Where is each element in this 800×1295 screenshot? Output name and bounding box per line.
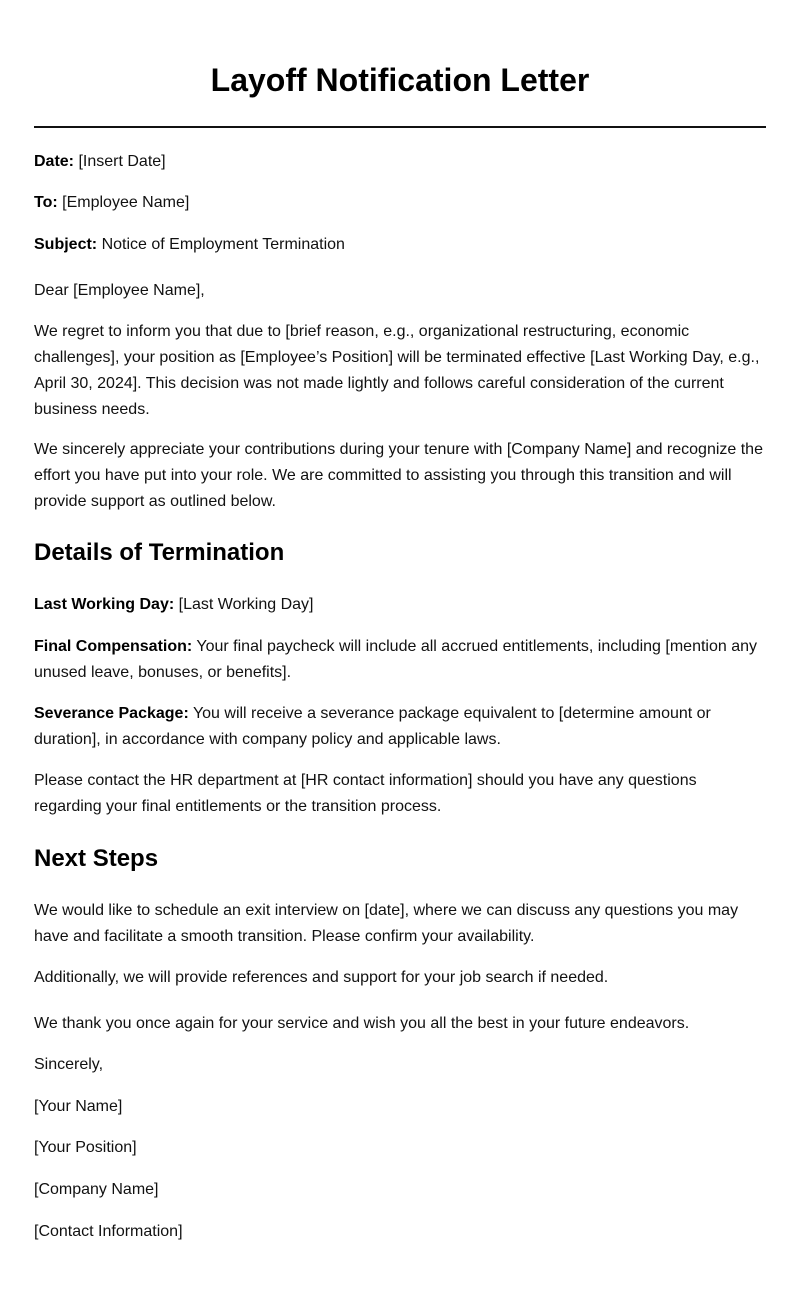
thanks-paragraph: We thank you once again for your service and wish you all the best in your future endeavors.: [34, 1015, 690, 1032]
details-heading: Details of Termination: [34, 539, 285, 566]
date-value: [Insert Date]: [78, 153, 166, 170]
date-label: Date:: [34, 153, 75, 170]
subject-label: Subject:: [34, 236, 98, 253]
greeting: Dear [Employee Name],: [34, 282, 205, 299]
intro-paragraph: We regret to inform you that due to [brief reason, e.g., organizational restructuring, economic challenges], your position as [Employee’s Position] will be terminated effective [Last Working Day, e.g., April 30, 2024]. This decision was not made lightly and follows careful consideration of the current business needs.: [34, 323, 760, 418]
final-compensation-value: Your final paycheck will include all accrued entitlements, including [mention any unused leave, bonuses, or benefits].: [34, 638, 757, 681]
severance-line: [34, 701, 768, 753]
last-working-day-value: [Last Working Day]: [178, 596, 314, 613]
severance-value: You will receive a severance package equivalent to [determine amount or duration], in accordance with company policy and applicable laws.: [34, 705, 711, 748]
subject-line: [34, 232, 768, 258]
page-title: Layoff Notification Letter: [210, 62, 590, 98]
date-line: [34, 149, 768, 175]
signer-name: [Your Name]: [34, 1098, 123, 1115]
next-steps-heading: Next Steps: [34, 845, 159, 872]
last-working-day-label: Last Working Day:: [34, 596, 175, 613]
exit-interview-paragraph: We would like to schedule an exit interview on [date], where we can discuss any questions you may have and facilitate a smooth transition. Please confirm your availability.: [34, 902, 739, 945]
references-paragraph: Additionally, we will provide references and support for your job search if needed.: [34, 969, 609, 986]
severance-label: Severance Package:: [34, 705, 189, 722]
to-line: [34, 190, 768, 216]
subject-value: Notice of Employment Termination: [101, 236, 345, 253]
sign-off: Sincerely,: [34, 1056, 104, 1073]
hr-contact-paragraph: Please contact the HR department at [HR contact information] should you have any questions regarding your final entitlements or the transition process.: [34, 772, 697, 815]
appreciation-paragraph: We sincerely appreciate your contributions during your tenure with [Company Name] and recognize the effort you have put into your role. We are committed to assisting you through this transition and will provide support as outlined below.: [34, 441, 763, 510]
last-working-day-line: [34, 592, 768, 618]
signer-contact: [Contact Information]: [34, 1223, 183, 1240]
signer-company: [Company Name]: [34, 1181, 159, 1198]
to-value: [Employee Name]: [62, 194, 190, 211]
final-compensation-label: Final Compensation:: [34, 638, 193, 655]
title-divider: [34, 126, 766, 128]
to-label: To:: [34, 194, 58, 211]
final-compensation-line: [34, 634, 768, 686]
signer-position: [Your Position]: [34, 1139, 137, 1156]
